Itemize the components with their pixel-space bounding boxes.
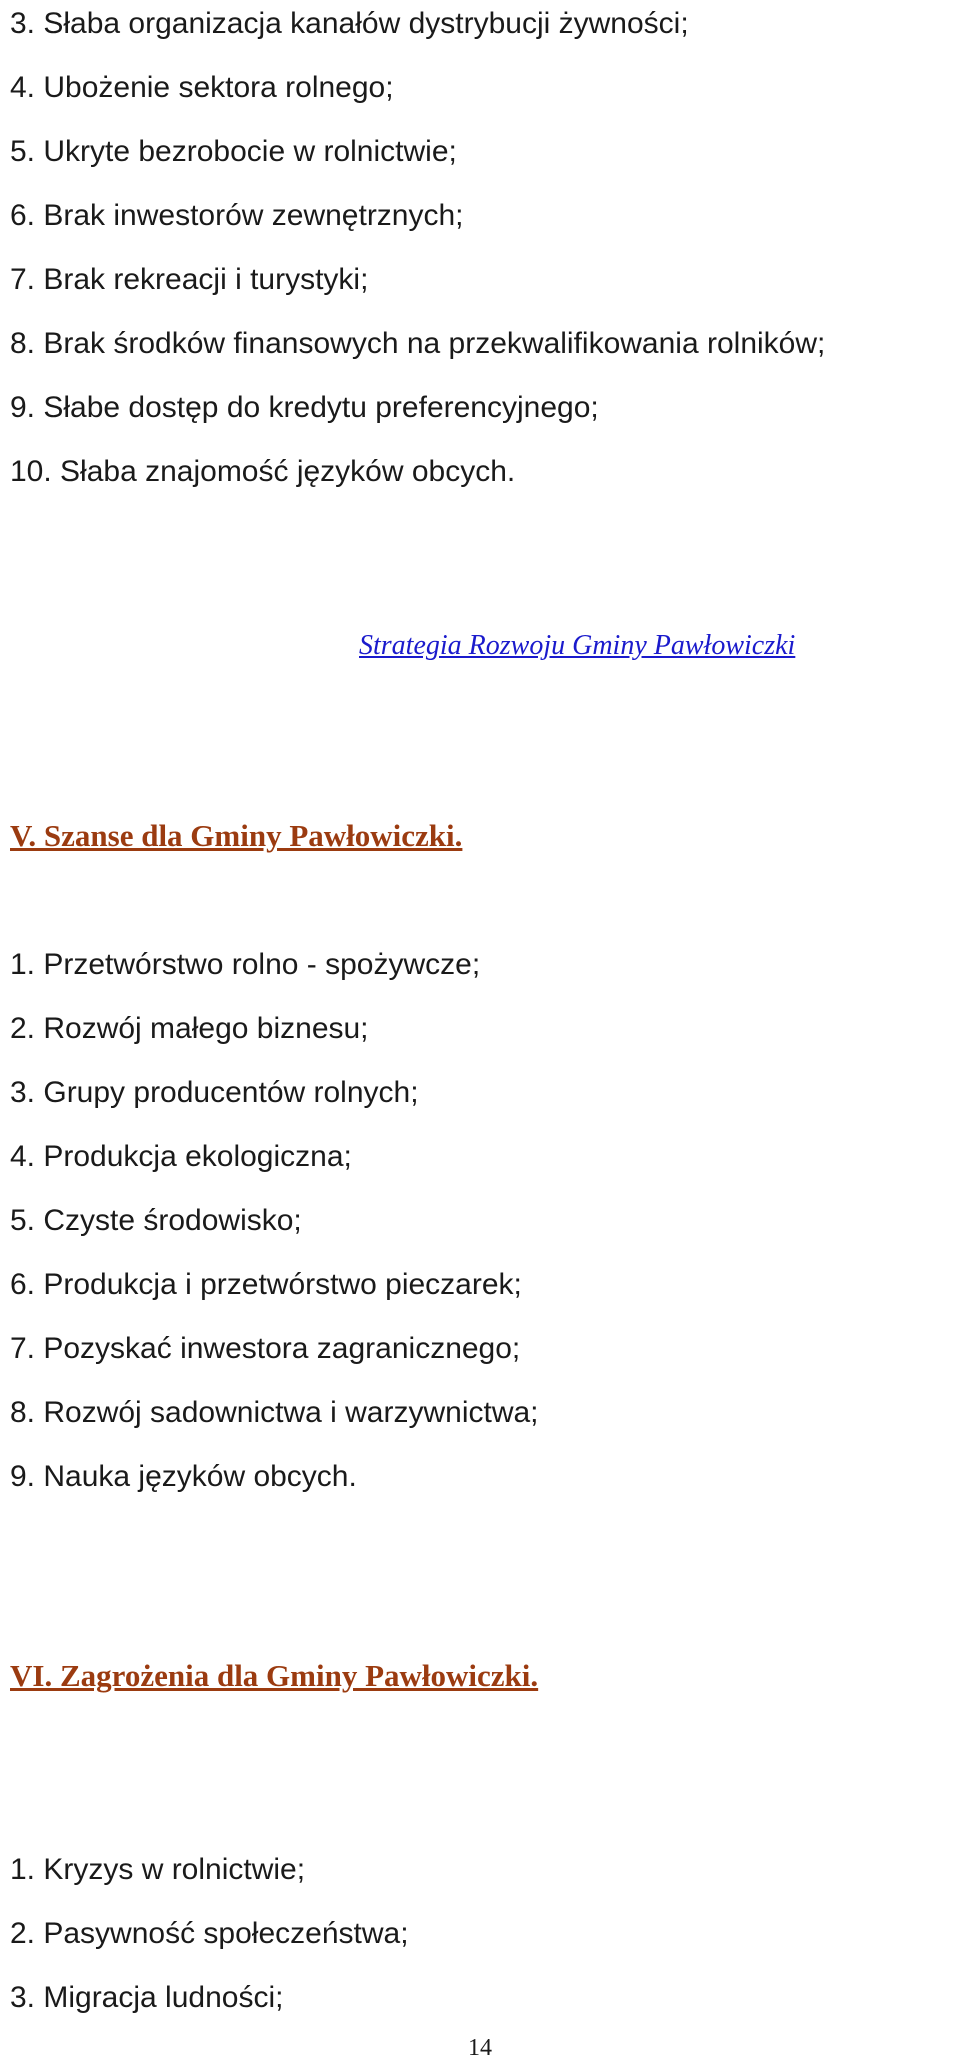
list-item: 2. Rozwój małego biznesu; — [10, 1012, 369, 1045]
list-item: 10. Słaba znajomość języków obcych. — [10, 455, 516, 488]
list-item: 5. Ukryte bezrobocie w rolnictwie; — [10, 135, 457, 168]
page-number: 14 — [468, 2035, 492, 2061]
threats-list — [10, 1838, 409, 2030]
list-item: 9. Słabe dostęp do kredytu preferencyjnego; — [10, 391, 599, 424]
list-item: 2. Pasywność społeczeństwa; — [10, 1917, 409, 1950]
strategy-title-link[interactable]: Strategia Rozwoju Gminy Pawłowiczki — [359, 630, 796, 661]
list-item: 4. Produkcja ekologiczna; — [10, 1140, 352, 1173]
list-item: 7. Brak rekreacji i turystyki; — [10, 263, 369, 296]
list-item: 3. Migracja ludności; — [10, 1981, 284, 2014]
opportunities-list — [10, 933, 539, 1509]
section-heading-opportunities: V. Szanse dla Gminy Pawłowiczki. — [10, 818, 463, 853]
section-heading-threats: VI. Zagrożenia dla Gminy Pawłowiczki. — [10, 1658, 539, 1693]
list-item: 3. Słaba organizacja kanałów dystrybucji żywności; — [10, 7, 689, 40]
list-item: 5. Czyste środowisko; — [10, 1204, 302, 1237]
list-item: 9. Nauka języków obcych. — [10, 1460, 357, 1493]
list-item: 7. Pozyskać inwestora zagranicznego; — [10, 1332, 521, 1365]
weaknesses-list — [10, 0, 825, 504]
list-item: 8. Rozwój sadownictwa i warzywnictwa; — [10, 1396, 539, 1429]
list-item: 6. Produkcja i przetwórstwo pieczarek; — [10, 1268, 522, 1301]
list-item: 8. Brak środków finansowych na przekwalifikowania rolników; — [10, 327, 826, 360]
list-item: 3. Grupy producentów rolnych; — [10, 1076, 419, 1109]
list-item: 1. Przetwórstwo rolno - spożywcze; — [10, 948, 481, 981]
list-item: 6. Brak inwestorów zewnętrznych; — [10, 199, 464, 232]
list-item: 1. Kryzys w rolnictwie; — [10, 1853, 306, 1886]
list-item: 4. Ubożenie sektora rolnego; — [10, 71, 394, 104]
